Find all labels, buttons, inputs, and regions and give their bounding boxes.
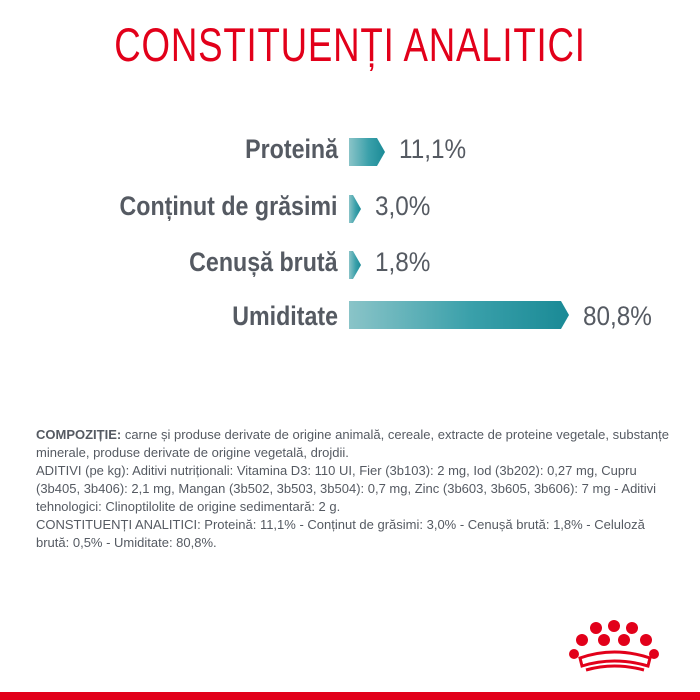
page-title: CONSTITUENȚI ANALITICI bbox=[114, 18, 586, 71]
composition-additives: ADITIVI (pe kg): Aditivi nutriționali: Vitamina D3: 110 UI, Fier (3b103): 2 mg, Iod (3b202): 0,27 mg, Cupru (3b405, 3b406): 2,1 mg, Mangan (3b502, 3b503, 3b504): 0,7 mg, Zinc (3b603, 3b605, 3b606): 7 mg - Aditivi tehnologici: Clinoptilolite de origine sedimentară: 2 g. bbox=[36, 463, 657, 514]
brand-band bbox=[0, 692, 700, 700]
composition-heading: COMPOZIȚIE: bbox=[36, 427, 122, 442]
value-fat: 3,0% bbox=[375, 191, 431, 221]
bar-ash bbox=[349, 251, 361, 279]
bar-fat bbox=[349, 195, 361, 223]
royal-crown-logo-icon bbox=[566, 616, 666, 676]
value-moisture: 80,8% bbox=[583, 301, 652, 331]
row-label-moisture: Umiditate bbox=[232, 301, 338, 331]
value-protein: 11,1% bbox=[399, 134, 467, 164]
bar-protein bbox=[349, 138, 385, 166]
row-label-fat: Conținut de grăsimi bbox=[119, 191, 338, 221]
bar-moisture bbox=[349, 301, 569, 329]
composition-analytics: CONSTITUENȚI ANALITICI: Proteină: 11,1% - Conținut de grăsimi: 3,0% - Cenușă brută: 1,8% - Celuloză brută: 0,5% - Umiditate: 80,8%. bbox=[36, 517, 645, 550]
composition-ingredients: carne și produse derivate de origine animală, cereale, extracte de proteine vegetale, substanțe minerale, produse derivate de origine vegetală, drojdii. bbox=[36, 427, 669, 460]
row-label-ash: Cenușă brută bbox=[189, 247, 338, 277]
value-ash: 1,8% bbox=[375, 247, 431, 277]
row-label-protein: Proteină bbox=[245, 134, 338, 164]
composition-text bbox=[36, 426, 676, 552]
